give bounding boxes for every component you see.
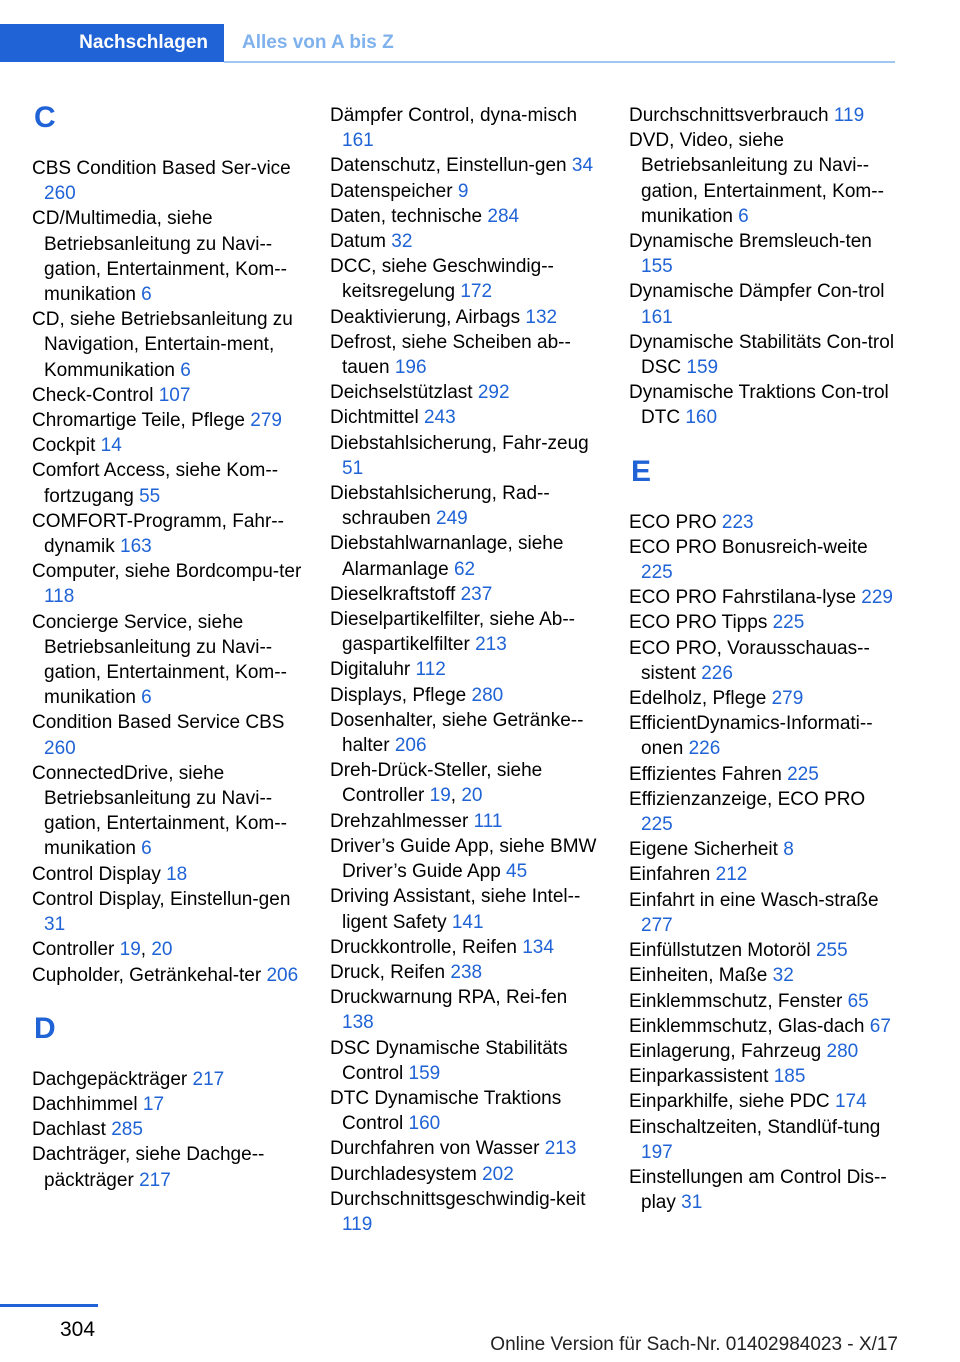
index-entry xyxy=(629,787,901,837)
tab-alles-von-a-bis-z[interactable]: Alles von A bis Z xyxy=(242,32,394,53)
index-entry-term: Dreh-Drück-Steller, siehe Controller xyxy=(330,760,543,807)
page-reference-link[interactable]: 243 xyxy=(423,407,456,429)
index-entry-term: Dieselkraftstoff xyxy=(330,583,456,605)
page-reference-link[interactable]: 280 xyxy=(471,684,504,706)
index-entry-term: CD, siehe Betriebsanleitung zu Navigation, Entertain-ment, Kommunikation xyxy=(32,309,293,381)
page-reference-link[interactable]: 141 xyxy=(451,911,484,933)
page-reference-link[interactable]: 62 xyxy=(453,558,476,580)
index-entry xyxy=(330,380,600,405)
index-entry xyxy=(330,582,600,607)
page-reference-link[interactable]: 279 xyxy=(771,688,804,710)
index-entry-term: Einfüllstutzen Motoröl xyxy=(629,940,811,962)
index-entry-term: Concierge Service, siehe Betriebsanleitung zu Navi-gation, Entertainment, Kom-munikation xyxy=(32,611,287,709)
index-entry xyxy=(629,862,901,887)
index-entry-term: Dieselpartikelfilter, siehe Ab-gaspartikelfilter xyxy=(330,609,575,656)
index-entry xyxy=(32,509,302,559)
index-entry xyxy=(330,305,600,330)
page-reference-link[interactable]: 202 xyxy=(482,1163,514,1185)
index-entry xyxy=(629,229,901,279)
tab-nachschlagen-label: Nachschlagen xyxy=(79,32,208,53)
index-entry-term: Eigene Sicherheit xyxy=(629,839,778,861)
index-entry xyxy=(629,837,901,862)
page-reference-link[interactable]: 6 xyxy=(141,284,152,306)
index-entry xyxy=(32,862,302,887)
index-entry-term: Datenschutz, Einstellun-gen xyxy=(330,155,567,177)
index-entry xyxy=(330,834,600,884)
index-entry-term: Einlagerung, Fahrzeug xyxy=(629,1040,822,1062)
index-entry-term: ECO PRO Bonusreich-weite xyxy=(629,536,868,558)
index-entry-term: Driving Assistant, siehe Intel-ligent Safety xyxy=(330,886,581,933)
index-entry-term: Chromartige Teile, Pflege xyxy=(32,410,245,432)
page-reference-link[interactable]: 225 xyxy=(641,814,673,836)
page-reference-link[interactable]: 226 xyxy=(701,662,733,684)
page-reference-link[interactable]: 217 xyxy=(139,1169,171,1191)
page-reference-link[interactable]: 213 xyxy=(544,1138,577,1160)
index-entry-term: Dachhimmel xyxy=(32,1093,138,1115)
page-reference-link[interactable]: 212 xyxy=(715,864,748,886)
index-entry xyxy=(629,585,901,610)
index-entry-term: Dynamische Stabilitäts Con-trol DSC xyxy=(629,331,895,379)
index-entry-term: ECO PRO Tipps xyxy=(629,612,768,634)
index-entry xyxy=(629,1165,901,1215)
index-entry-term: Condition Based Service CBS xyxy=(32,712,285,734)
index-entry xyxy=(629,963,901,988)
index-entry-term: CD/Multimedia, siehe Betriebsanleitung zu Navi-gation, Entertainment, Kom-munikation xyxy=(32,208,287,306)
index-entry xyxy=(330,1086,600,1136)
section-letter: E xyxy=(631,454,652,488)
index-entry xyxy=(32,458,302,508)
page-reference-link[interactable]: 163 xyxy=(120,536,152,558)
index-entry xyxy=(330,481,600,531)
index-entry xyxy=(330,607,600,657)
index-entry-term: Edelholz, Pflege xyxy=(629,688,767,710)
index-entry-term: Effizientes Fahren xyxy=(629,763,782,785)
page-reference-link[interactable]: 238 xyxy=(450,961,483,983)
page-reference-link[interactable]: 9 xyxy=(457,180,469,202)
page-reference-link[interactable]: 197 xyxy=(641,1141,673,1163)
page-reference-link[interactable]: 31 xyxy=(44,914,66,936)
header xyxy=(0,24,895,62)
index-entry xyxy=(32,1092,302,1117)
page-reference-link[interactable]: 159 xyxy=(686,357,719,379)
page-reference-link[interactable]: 65 xyxy=(847,990,869,1012)
page-reference-link[interactable]: 161 xyxy=(342,130,374,152)
index-entry-term: Defrost, siehe Scheiben ab-tauen xyxy=(330,331,571,379)
page-reference-link[interactable]: 225 xyxy=(787,763,819,785)
page-reference-link[interactable]: 107 xyxy=(158,384,191,406)
index-entry xyxy=(629,711,901,761)
index-entry xyxy=(629,1115,901,1165)
index-entry xyxy=(32,1142,302,1192)
page-reference-link[interactable]: 284 xyxy=(487,205,520,227)
index-entry xyxy=(629,938,901,963)
index-entry xyxy=(629,103,901,128)
index-entry-term: Control Display xyxy=(32,863,161,885)
index-entry-term: Comfort Access, siehe Kom-fortzugang xyxy=(32,460,279,507)
section-letter: D xyxy=(34,1011,56,1045)
index-entry-term: Displays, Pflege xyxy=(330,684,467,706)
page-reference-link[interactable]: 160 xyxy=(685,407,718,429)
index-entry-term: Dachträger, siehe Dachge-päckträger xyxy=(32,1144,265,1191)
index-entry-term: Einfahren xyxy=(629,864,711,886)
index-entry-term: CBS Condition Based Ser-vice xyxy=(32,158,291,179)
index-entry-term: DSC Dynamische Stabilitäts Control xyxy=(330,1037,568,1084)
index-entry-term: Datum xyxy=(330,231,386,253)
index-entry xyxy=(629,762,901,787)
page-reference-link[interactable]: 67 xyxy=(869,1015,891,1037)
index-entry xyxy=(330,960,600,985)
page-reference-link[interactable]: 6 xyxy=(141,838,152,860)
page-reference-link[interactable]: 225 xyxy=(772,612,805,634)
page-reference-link[interactable]: 260 xyxy=(44,183,76,205)
index-entry-term: Deichselstützlast xyxy=(330,382,473,404)
footer-divider xyxy=(0,1304,98,1307)
index-entry xyxy=(629,1014,901,1039)
index-entry xyxy=(629,128,901,229)
page-reference-link[interactable]: 223 xyxy=(721,511,754,533)
index-entry xyxy=(32,1067,302,1092)
index-entry xyxy=(629,989,901,1014)
index-entry-term: Dynamische Dämpfer Con-trol xyxy=(629,281,885,303)
index-entry xyxy=(330,1136,600,1161)
section-letter: C xyxy=(34,101,56,134)
page-reference-link[interactable]: 119 xyxy=(833,105,865,126)
index-entry xyxy=(330,884,600,934)
index-entry-term: Durchladesystem xyxy=(330,1163,477,1185)
index-entry-term: Computer, siehe Bordcompu-ter xyxy=(32,561,302,583)
online-version-note: Online Version für Sach-Nr. 01402984023 - X/17 xyxy=(490,1334,898,1355)
index-entry xyxy=(629,535,901,585)
page-reference-link[interactable]: 51 xyxy=(342,457,364,479)
page-reference-link[interactable]: 19 xyxy=(119,939,141,961)
index-entry-term: Diebstahlsicherung, Fahr-zeug xyxy=(330,432,589,454)
page-reference-link[interactable]: 34 xyxy=(571,155,594,177)
page-reference-link[interactable]: 159 xyxy=(408,1062,441,1084)
page-reference-link[interactable]: 160 xyxy=(408,1113,441,1135)
page-number: 304 xyxy=(60,1318,96,1341)
page-reference-link[interactable]: 17 xyxy=(142,1093,165,1115)
index-entry-term: ConnectedDrive, siehe Betriebsanleitung zu Navi-gation, Entertainment, Kom-munikation xyxy=(32,762,287,860)
index-entry xyxy=(32,887,302,937)
index-entry xyxy=(629,686,901,711)
page-reference-link[interactable]: 185 xyxy=(773,1066,806,1088)
page-reference-link[interactable]: 55 xyxy=(139,485,161,507)
page-reference-link[interactable]: 285 xyxy=(111,1119,143,1141)
index-entry xyxy=(330,1162,600,1187)
index-entry xyxy=(32,307,302,383)
index-entry xyxy=(330,1036,600,1086)
index-entry-term: Driver’s Guide App, siehe BMW Driver’s Guide App xyxy=(330,835,597,883)
index-entry-term: Cockpit xyxy=(32,435,96,457)
index-entry xyxy=(330,204,600,229)
index-entry xyxy=(32,156,302,206)
index-entry xyxy=(330,431,600,481)
page-reference-link[interactable]: 118 xyxy=(44,586,75,608)
index-entry xyxy=(32,559,302,609)
page-reference-link[interactable]: 217 xyxy=(192,1068,225,1090)
index-entry xyxy=(32,610,302,711)
index-entry-term: Digitaluhr xyxy=(330,659,411,681)
index-entry xyxy=(330,683,600,708)
index-entry xyxy=(330,935,600,960)
index-entry xyxy=(629,380,901,430)
page-reference-link[interactable]: 18 xyxy=(166,863,188,885)
index-entry-term: Control Display, Einstellun-gen xyxy=(32,888,291,910)
index-entry-term: Einklemmschutz, Fenster xyxy=(629,990,843,1012)
index-entry-term: Dämpfer Control, dyna-misch xyxy=(330,105,578,126)
index-entry-term: Dynamische Traktions Con-trol DTC xyxy=(629,382,889,429)
index-entry-term: Einklemmschutz, Glas-dach xyxy=(629,1015,865,1037)
page-reference-link[interactable]: 255 xyxy=(815,940,848,962)
page-reference-link[interactable]: 225 xyxy=(641,562,673,584)
index-column-2 xyxy=(330,103,600,1237)
page-reference-link[interactable]: 206 xyxy=(394,735,427,757)
page-reference-link[interactable]: 19 xyxy=(429,785,451,807)
index-entry-term: ECO PRO xyxy=(629,511,717,533)
index-entry-term: Druckwarnung RPA, Rei-fen xyxy=(330,987,568,1009)
page-reference-link[interactable]: 229 xyxy=(861,587,893,609)
page-reference-link[interactable]: 237 xyxy=(460,583,493,605)
page-reference-link[interactable]: 134 xyxy=(522,936,554,958)
index-entry-term: Dichtmittel xyxy=(330,407,419,429)
index-entry xyxy=(330,809,600,834)
index-entry xyxy=(629,610,901,635)
page-reference-link[interactable]: 279 xyxy=(250,410,282,432)
index-entry-term: Einstellungen am Control Dis-play xyxy=(629,1166,887,1214)
index-entry-term: Einfahrt in eine Wasch-straße xyxy=(629,889,879,911)
index-entry xyxy=(629,1064,901,1089)
index-entry-term: Dynamische Bremsleuch-ten xyxy=(629,231,872,253)
index-entry xyxy=(32,383,302,408)
header-divider xyxy=(224,61,895,63)
index-entry xyxy=(629,279,901,329)
index-entry xyxy=(32,761,302,862)
index-entry xyxy=(330,531,600,581)
index-entry: Dreh-Drück-Steller, siehe Controller 19, 20 xyxy=(330,760,543,807)
index-entry-term: Deaktivierung, Airbags xyxy=(330,306,521,328)
index-entry-term: DCC, siehe Geschwindig-keitsregelung xyxy=(330,256,554,303)
page-reference-link[interactable]: 226 xyxy=(688,738,721,760)
page-reference-link[interactable]: 20 xyxy=(461,785,483,807)
index-entry-term: Cupholder, Getränkehal-ter xyxy=(32,964,262,986)
page-reference-link[interactable]: 260 xyxy=(44,737,76,759)
index-entry-term: DTC Dynamische Traktions Control xyxy=(330,1087,562,1135)
index-entry-term: Einschaltzeiten, Standlüf-tung xyxy=(629,1116,881,1138)
index-entry-term: Diebstahlwarnanlage, siehe Alarmanlage xyxy=(330,533,564,580)
index-entry xyxy=(330,405,600,430)
index-entry-term: Datenspeicher xyxy=(330,180,453,202)
index-entry-term: Durchschnittsgeschwindig-keit xyxy=(330,1188,586,1210)
index-entry xyxy=(330,985,600,1035)
index-entry xyxy=(32,408,302,433)
index-entry-term: Dosenhalter, siehe Getränke-halter xyxy=(330,709,584,757)
page-reference-link[interactable]: 213 xyxy=(475,634,507,656)
index-entry xyxy=(32,433,302,458)
page-reference-link[interactable]: 277 xyxy=(641,914,673,936)
index-entry-term: COMFORT-Programm, Fahr-dynamik xyxy=(32,510,284,558)
index-entry-term: Einparkhilfe, siehe PDC xyxy=(629,1091,830,1113)
index-entry-term: Effizienzanzeige, ECO PRO xyxy=(629,788,866,810)
index-entry-term: Dachgepäckträger xyxy=(32,1068,188,1090)
page-reference-link[interactable]: 174 xyxy=(834,1091,867,1113)
page-reference-link[interactable]: 119 xyxy=(342,1213,373,1235)
index-entry-term: Controller xyxy=(32,939,115,961)
page-reference-link[interactable]: 6 xyxy=(738,205,749,227)
index-entry: Controller 19, 20 xyxy=(32,939,173,961)
page-reference-link[interactable]: 32 xyxy=(391,231,413,253)
index-entry xyxy=(32,963,302,988)
page-reference-link[interactable]: 31 xyxy=(681,1192,703,1214)
page-reference-link[interactable]: 8 xyxy=(783,839,794,861)
index-entry xyxy=(629,1039,901,1064)
index-entry xyxy=(32,206,302,307)
index-entry xyxy=(629,636,901,686)
page-reference-link[interactable]: 6 xyxy=(141,687,152,709)
index-entry xyxy=(32,1117,302,1142)
page-reference-link[interactable]: 14 xyxy=(100,435,122,457)
index-entry xyxy=(629,330,901,380)
index-entry xyxy=(330,254,600,304)
index-entry xyxy=(330,103,600,153)
page-reference-link[interactable]: 111 xyxy=(473,810,503,832)
page-reference-link[interactable]: 292 xyxy=(477,382,510,404)
index-entry-term: Drehzahlmesser xyxy=(330,810,469,832)
index-column-1 xyxy=(32,103,302,1193)
index-entry-term: DVD, Video, siehe Betriebsanleitung zu Navi-gation, Entertainment, Kom-munikation xyxy=(629,130,884,227)
index-entry-term: Druckkontrolle, Reifen xyxy=(330,936,517,958)
index-entry xyxy=(330,229,600,254)
index-entry xyxy=(330,179,600,204)
index-entry-term: EfficientDynamics-Informati-onen xyxy=(629,713,873,760)
page-reference-link[interactable]: 45 xyxy=(506,861,528,883)
index-entry xyxy=(629,1089,901,1114)
index-entry-term: Dachlast xyxy=(32,1119,106,1141)
index-entry-term: Druck, Reifen xyxy=(330,961,446,983)
page-reference-link[interactable]: 132 xyxy=(525,306,558,328)
index-entry xyxy=(330,657,600,682)
page-reference-link[interactable]: 138 xyxy=(342,1012,374,1034)
index-entry-term: ECO PRO, Vorausschauas-sistent xyxy=(629,637,870,684)
index-entry-term: Durchschnittsverbrauch xyxy=(629,105,829,126)
index-entry-term: Diebstahlsicherung, Rad-schrauben xyxy=(330,483,550,530)
page-reference-link[interactable]: 6 xyxy=(180,359,191,381)
index-column-3 xyxy=(629,103,901,1215)
index-entry xyxy=(330,330,600,380)
page-reference-link[interactable]: 32 xyxy=(772,965,794,987)
index-entry-term: Einparkassistent xyxy=(629,1066,769,1088)
page-reference-link[interactable]: 172 xyxy=(460,281,493,303)
index-entry xyxy=(629,510,901,535)
index-entry-term: Check-Control xyxy=(32,384,154,406)
index-entry-term: Einheiten, Maße xyxy=(629,965,768,987)
index-entry xyxy=(330,1187,600,1237)
page-reference-link[interactable]: 196 xyxy=(394,357,427,379)
index-entry-term: Durchfahren von Wasser xyxy=(330,1138,540,1160)
index-entry xyxy=(629,888,901,938)
index-entry xyxy=(32,710,302,760)
page-reference-link[interactable]: 112 xyxy=(415,659,446,681)
tab-nachschlagen[interactable] xyxy=(0,24,224,62)
page-reference-link[interactable]: 206 xyxy=(266,964,299,986)
page-reference-link[interactable]: 280 xyxy=(826,1040,859,1062)
index-entry-term: Daten, technische xyxy=(330,205,483,227)
page-reference-link[interactable]: 155 xyxy=(641,256,673,278)
page-reference-link[interactable]: 249 xyxy=(436,508,468,530)
index-entry xyxy=(330,708,600,758)
index-entry xyxy=(330,153,600,178)
page-reference-link[interactable]: 161 xyxy=(641,306,673,328)
page-reference-link[interactable]: 20 xyxy=(151,939,173,961)
index-entry-term: ECO PRO Fahrstilana-lyse xyxy=(629,587,857,609)
